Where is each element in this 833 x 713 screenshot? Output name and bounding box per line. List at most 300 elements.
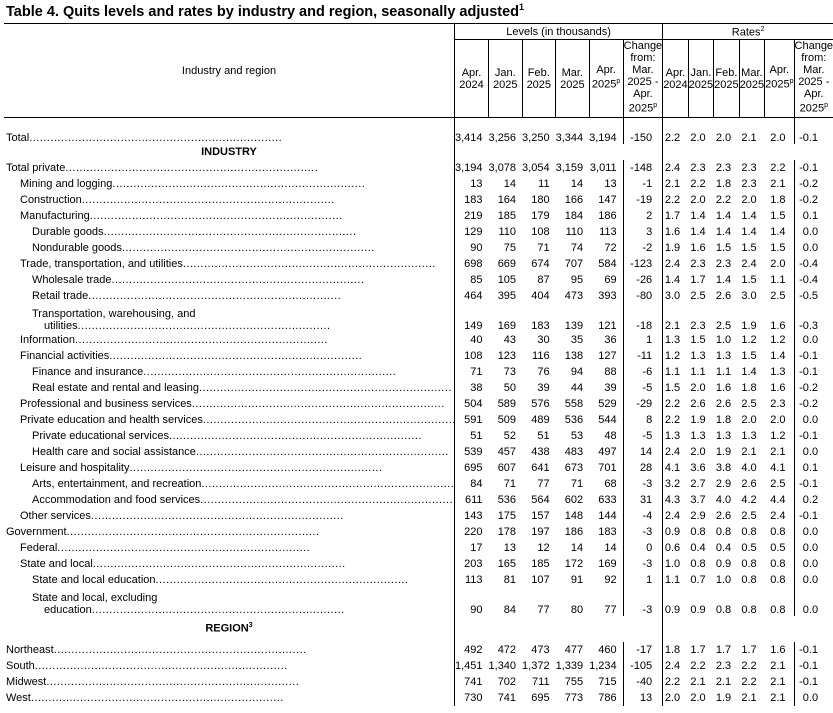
- row-label: [4, 524, 454, 540]
- level-value: 197: [531, 525, 550, 538]
- rate-value: 2.3: [770, 397, 786, 410]
- row-label-text: [6, 676, 297, 688]
- level-value: 38: [454, 380, 488, 396]
- rate-change: -0.2: [794, 192, 833, 208]
- rate-value: 2.1: [663, 176, 688, 192]
- level-value: 74: [570, 241, 584, 254]
- level-value: 669: [497, 257, 517, 270]
- rate-value: 2.2: [663, 412, 688, 428]
- rates-col-prelim-mark: p: [789, 78, 794, 86]
- row-label-text: [20, 558, 344, 570]
- rates-group-label: Rates: [731, 26, 761, 39]
- rate-change: 0.0: [794, 332, 833, 348]
- rate-value: 0.9: [663, 588, 688, 616]
- level-value: 71: [503, 477, 517, 490]
- levels-change-header: [623, 40, 663, 118]
- level-value: 172: [564, 557, 584, 570]
- row-label-text-inner: Total private: [6, 161, 66, 174]
- rate-value: 1.9: [715, 691, 732, 704]
- empty-cell: [489, 144, 523, 160]
- row-label: [4, 160, 454, 176]
- row-label-text-inner: Information: [20, 333, 76, 346]
- empty-cell: [454, 616, 488, 642]
- rate-change: 0.1: [794, 208, 833, 224]
- level-value: 185: [497, 209, 517, 222]
- level-value: 30: [537, 333, 550, 346]
- level-change: -5: [623, 380, 663, 396]
- level-change: -29: [623, 396, 663, 412]
- level-value: 395: [497, 289, 517, 302]
- row-label: [4, 428, 454, 444]
- row-label: [4, 674, 454, 690]
- rate-value: 3.7: [690, 493, 706, 506]
- rate-value: 2.4: [663, 658, 688, 674]
- rate-value: 2.2: [690, 659, 706, 672]
- level-value: 457: [497, 445, 517, 458]
- rate-value: 2.4: [741, 257, 757, 270]
- level-change: -3: [623, 524, 663, 540]
- level-value: 3,194: [589, 131, 617, 144]
- level-value: 741: [497, 691, 517, 704]
- row-label-text: [32, 574, 407, 586]
- level-value: 674: [531, 257, 550, 270]
- level-value: 3,078: [488, 161, 517, 174]
- empty-cell: [556, 616, 590, 642]
- level-value: 139: [564, 319, 584, 332]
- level-value: 183: [454, 192, 488, 208]
- row-label-text-inner: Federal: [20, 541, 58, 554]
- rate-value: 0.9: [715, 557, 732, 570]
- levels-change-prelim-mark: p: [653, 102, 658, 109]
- rates-change-line: 2025 -: [798, 76, 830, 88]
- rate-value: 2.5: [741, 509, 757, 522]
- rate-value: 1.9: [690, 413, 706, 426]
- empty-cell: [623, 144, 663, 160]
- level-value: 464: [454, 288, 488, 304]
- level-value: 179: [531, 209, 550, 222]
- level-change: -105: [623, 658, 663, 674]
- level-change: -3: [623, 588, 663, 616]
- rate-value: 2.3: [741, 161, 757, 174]
- rate-value: 0.8: [770, 603, 786, 616]
- level-value: 611: [454, 492, 488, 508]
- rate-value: 2.6: [690, 397, 706, 410]
- rates-col-header: [663, 40, 688, 118]
- rate-value: 1.3: [663, 332, 688, 348]
- rate-value: 0.8: [770, 525, 786, 538]
- rate-value: 1.7: [715, 643, 732, 656]
- table-row: [4, 240, 833, 256]
- level-value: 584: [598, 257, 617, 270]
- rate-value: 2.0: [663, 690, 688, 706]
- rate-change: -0.2: [794, 396, 833, 412]
- row-label: [4, 272, 454, 288]
- level-change: -40: [623, 674, 663, 690]
- rate-value: 1.6: [770, 319, 786, 332]
- region-section-header-footnote-ref: 3: [248, 622, 253, 630]
- rate-value: 2.5: [741, 397, 757, 410]
- level-value: 1,234: [589, 659, 617, 672]
- level-value: 166: [564, 193, 584, 206]
- level-value: 73: [503, 365, 517, 378]
- level-value: 3,194: [454, 160, 488, 176]
- rates-change-line: Apr.: [804, 88, 824, 100]
- rate-value: 1.2: [770, 333, 786, 346]
- row-label: [4, 176, 454, 192]
- level-value: 95: [570, 273, 584, 286]
- header-group-row: [4, 24, 833, 40]
- levels-col-year: 2025: [493, 79, 518, 91]
- row-label-text: [20, 462, 381, 474]
- level-value: 69: [604, 273, 617, 286]
- rate-change: -0.1: [794, 658, 833, 674]
- rate-value: 2.5: [770, 289, 786, 302]
- rate-value: 4.0: [715, 493, 732, 506]
- rate-value: 1.4: [663, 272, 688, 288]
- row-label-text: [32, 382, 450, 394]
- level-value: 13: [604, 177, 617, 190]
- level-value: 113: [454, 572, 488, 588]
- levels-col-header: [454, 40, 488, 118]
- rate-value: 1.5: [770, 241, 786, 254]
- level-value: 108: [531, 225, 550, 238]
- table-header: [4, 24, 833, 118]
- rate-value: 1.7: [690, 273, 706, 286]
- rate-value: 1.1: [663, 572, 688, 588]
- level-value: 107: [531, 573, 550, 586]
- rate-value: 1.4: [741, 225, 757, 238]
- rate-value: 2.0: [770, 413, 786, 426]
- row-label-text: [6, 162, 316, 174]
- levels-change-line: 2025 -: [627, 76, 659, 88]
- rate-value: 1.1: [715, 365, 732, 378]
- row-label: [4, 412, 454, 428]
- table-row: [4, 524, 833, 540]
- row-label-text-inner: Health care and social assistance: [32, 445, 196, 458]
- table-row: [4, 428, 833, 444]
- rate-value: 2.0: [690, 193, 706, 206]
- level-value: 72: [604, 241, 617, 254]
- rate-value: 2.4: [663, 160, 688, 176]
- rate-value: 1.4: [770, 225, 786, 238]
- row-label-text-inner: Durable goods: [32, 225, 104, 238]
- levels-group-header: [454, 24, 662, 40]
- level-value: 43: [503, 333, 517, 346]
- rate-value: 1.8: [715, 413, 732, 426]
- row-label: [4, 348, 454, 364]
- level-change: 28: [623, 460, 663, 476]
- rate-value: 2.2: [770, 161, 786, 174]
- rate-value: 1.4: [715, 273, 732, 286]
- levels-col-prelim-mark: p: [616, 78, 621, 86]
- empty-cell: [739, 144, 764, 160]
- rates-col-month: Apr.: [769, 64, 790, 77]
- empty-cell: [765, 616, 794, 642]
- row-label-line1: State and local, excluding: [32, 591, 158, 604]
- level-value: 85: [454, 272, 488, 288]
- rate-value: 2.1: [770, 177, 786, 190]
- row-label-text-inner: Other services: [20, 509, 91, 522]
- row-label-text: [6, 660, 286, 672]
- rate-value: 4.3: [663, 492, 688, 508]
- levels-col-month: Apr.: [461, 67, 482, 79]
- levels-col-month: Jan.: [494, 67, 516, 79]
- table-row: [4, 192, 833, 208]
- level-value: 50: [503, 381, 517, 394]
- level-value: 90: [454, 588, 488, 616]
- row-label: [4, 396, 454, 412]
- row-label-text: [20, 194, 333, 206]
- row-label: [4, 192, 454, 208]
- level-value: 576: [531, 397, 550, 410]
- rate-value: 2.1: [690, 675, 706, 688]
- rate-value: 1.9: [715, 445, 732, 458]
- level-change: -3: [623, 476, 663, 492]
- level-value: 591: [454, 412, 488, 428]
- levels-col-year: 2024: [459, 79, 484, 91]
- levels-col-month: Mar.: [561, 67, 584, 79]
- rate-value: 1.8: [770, 193, 786, 206]
- level-value: 13: [454, 176, 488, 192]
- level-value: 129: [454, 224, 488, 240]
- rate-change: -0.1: [794, 476, 833, 492]
- level-change: -11: [623, 348, 663, 364]
- rate-value: 2.2: [663, 118, 688, 144]
- rate-value: 2.5: [690, 289, 706, 302]
- rate-value: 3.0: [663, 288, 688, 304]
- level-value: 3,250: [522, 131, 550, 144]
- rate-change: 0.0: [794, 556, 833, 572]
- rate-value: 0.6: [663, 540, 688, 556]
- level-value: 71: [454, 364, 488, 380]
- rate-change: -0.4: [794, 272, 833, 288]
- level-value: 138: [564, 349, 584, 362]
- row-label-text-inner: Wholesale trade: [32, 273, 112, 286]
- level-change: -148: [623, 160, 663, 176]
- level-value: 80: [570, 603, 584, 616]
- rate-value: 4.2: [741, 493, 757, 506]
- rate-value: 2.7: [690, 477, 706, 490]
- level-value: 497: [598, 445, 617, 458]
- empty-cell: [589, 144, 623, 160]
- rate-value: 1.7: [741, 643, 757, 656]
- table-row: [4, 642, 833, 658]
- row-label-text: [6, 644, 305, 656]
- rate-value: 1.0: [663, 556, 688, 572]
- level-value: 393: [598, 289, 617, 302]
- level-change: 13: [623, 690, 663, 706]
- rate-change: 0.0: [794, 240, 833, 256]
- empty-cell: [688, 616, 713, 642]
- level-value: 157: [531, 509, 550, 522]
- level-value: 529: [598, 397, 617, 410]
- row-label: [4, 690, 454, 706]
- level-value: 77: [537, 603, 550, 616]
- rate-change: -0.1: [794, 674, 833, 690]
- row-label-text-inner: South: [6, 659, 35, 672]
- level-value: 741: [454, 674, 488, 690]
- rate-value: 1.4: [741, 209, 757, 222]
- level-value: 143: [454, 508, 488, 524]
- rate-value: 0.8: [770, 557, 786, 570]
- rate-value: 1.4: [715, 225, 732, 238]
- rate-value: 2.2: [663, 396, 688, 412]
- quits-table: [4, 23, 833, 706]
- level-value: 76: [537, 365, 550, 378]
- rates-col-header: [739, 40, 764, 118]
- level-value: 536: [497, 493, 517, 506]
- rate-value: 2.3: [715, 659, 732, 672]
- row-label-text-inner: Real estate and rental and leasing: [32, 381, 199, 394]
- level-change: -123: [623, 256, 663, 272]
- level-value: 220: [454, 524, 488, 540]
- rate-value: 0.7: [690, 573, 706, 586]
- rate-value: 1.3: [741, 429, 757, 442]
- row-label: [4, 288, 454, 304]
- levels-col-header: [489, 40, 523, 118]
- empty-cell: [522, 144, 556, 160]
- rate-value: 1.0: [715, 333, 732, 346]
- rate-value: 1.3: [715, 349, 732, 362]
- table-row: [4, 572, 833, 588]
- level-value: 68: [604, 477, 617, 490]
- level-value: 184: [564, 209, 584, 222]
- section-row: [4, 616, 833, 642]
- levels-change-line: Mar.: [632, 64, 654, 76]
- rate-value: 4.0: [741, 461, 757, 474]
- level-change: -1: [623, 176, 663, 192]
- stub-header-label: Industry and region: [181, 64, 277, 77]
- row-label-text: [20, 398, 443, 410]
- rate-value: 0.9: [690, 603, 706, 616]
- rates-col-header: [765, 40, 794, 118]
- rate-value: 2.3: [715, 257, 732, 270]
- level-change: -17: [623, 642, 663, 658]
- rate-value: 2.1: [770, 691, 786, 704]
- level-value: 186: [564, 525, 584, 538]
- row-label-text: [20, 542, 308, 554]
- table-row: [4, 690, 833, 706]
- level-value: 17: [454, 540, 488, 556]
- rate-change: 0.2: [794, 492, 833, 508]
- level-change: 3: [623, 224, 663, 240]
- level-value: 14: [604, 541, 617, 554]
- levels-change-line: Change: [623, 40, 663, 52]
- rate-value: 2.2: [741, 659, 757, 672]
- row-label-text-inner: Manufacturing: [20, 209, 90, 222]
- rate-value: 2.0: [741, 193, 757, 206]
- rate-value: 2.0: [690, 691, 706, 704]
- rate-value: 1.8: [663, 642, 688, 658]
- row-label-line2: [32, 320, 329, 332]
- level-value: 144: [598, 509, 617, 522]
- empty-cell: [623, 616, 663, 642]
- level-value: 404: [531, 289, 550, 302]
- rate-value: 4.4: [770, 493, 786, 506]
- row-label-text: [20, 510, 342, 522]
- row-label-text: [20, 210, 341, 222]
- row-label-text: utilities: [44, 319, 78, 332]
- level-value: 75: [503, 241, 517, 254]
- rate-value: 2.1: [715, 675, 732, 688]
- table-title: [6, 2, 524, 20]
- rate-value: 2.2: [690, 177, 706, 190]
- rate-value: 2.2: [663, 674, 688, 690]
- level-value: 71: [570, 477, 584, 490]
- level-value: 175: [497, 509, 517, 522]
- levels-col-header: [556, 40, 590, 118]
- table-row: [4, 588, 833, 616]
- level-value: 84: [454, 476, 488, 492]
- level-value: 14: [570, 177, 584, 190]
- rate-value: 2.6: [715, 397, 732, 410]
- levels-col-header: [522, 40, 556, 118]
- rate-value: 2.3: [690, 257, 706, 270]
- table-row: [4, 674, 833, 690]
- rate-value: 1.6: [770, 381, 786, 394]
- level-value: 123: [497, 349, 517, 362]
- row-label-text: [20, 178, 364, 190]
- rate-value: 2.1: [741, 691, 757, 704]
- level-value: 88: [604, 365, 617, 378]
- levels-col-year: 2025: [526, 79, 552, 91]
- empty-cell: [714, 616, 739, 642]
- row-label: [4, 588, 454, 616]
- rate-value: 2.1: [770, 675, 786, 688]
- level-value: 589: [497, 397, 517, 410]
- level-value: 564: [531, 493, 550, 506]
- levels-col-header: [589, 40, 623, 118]
- level-value: 147: [598, 193, 617, 206]
- level-value: 180: [531, 193, 550, 206]
- level-value: 14: [503, 177, 517, 190]
- levels-col-year: 2025: [560, 79, 585, 91]
- rate-value: 1.0: [715, 573, 732, 586]
- rate-value: 2.3: [715, 161, 732, 174]
- levels-col-year: 2025: [591, 79, 617, 91]
- empty-cell: [454, 144, 488, 160]
- row-label-text: [6, 132, 280, 144]
- rates-col-header: [688, 40, 713, 118]
- level-value: 91: [570, 573, 584, 586]
- rate-value: 3.2: [663, 476, 688, 492]
- table-row: [4, 348, 833, 364]
- level-value: 77: [604, 603, 617, 616]
- rate-value: 2.0: [770, 131, 786, 144]
- rate-value: 0.4: [715, 541, 732, 554]
- region-section-header: [4, 616, 454, 642]
- level-value: 473: [564, 289, 584, 302]
- rate-change: 0.0: [794, 524, 833, 540]
- rate-value: 1.4: [690, 209, 706, 222]
- rate-value: 4.1: [663, 460, 688, 476]
- level-value: 3,011: [589, 161, 617, 174]
- row-label-text-inner: State and local: [20, 557, 93, 570]
- rate-value: 1.5: [690, 333, 706, 346]
- row-label: [4, 208, 454, 224]
- empty-cell: [739, 616, 764, 642]
- rate-value: 1.4: [741, 365, 757, 378]
- level-value: 701: [598, 461, 617, 474]
- row-label-text: [32, 290, 339, 302]
- level-value: 183: [531, 319, 550, 332]
- level-value: 53: [570, 429, 584, 442]
- rates-change-line: 2025: [799, 102, 825, 115]
- industry-section-header: [4, 144, 454, 160]
- rate-value: 0.9: [663, 524, 688, 540]
- level-value: 35: [570, 333, 584, 346]
- level-value: 11: [538, 177, 550, 190]
